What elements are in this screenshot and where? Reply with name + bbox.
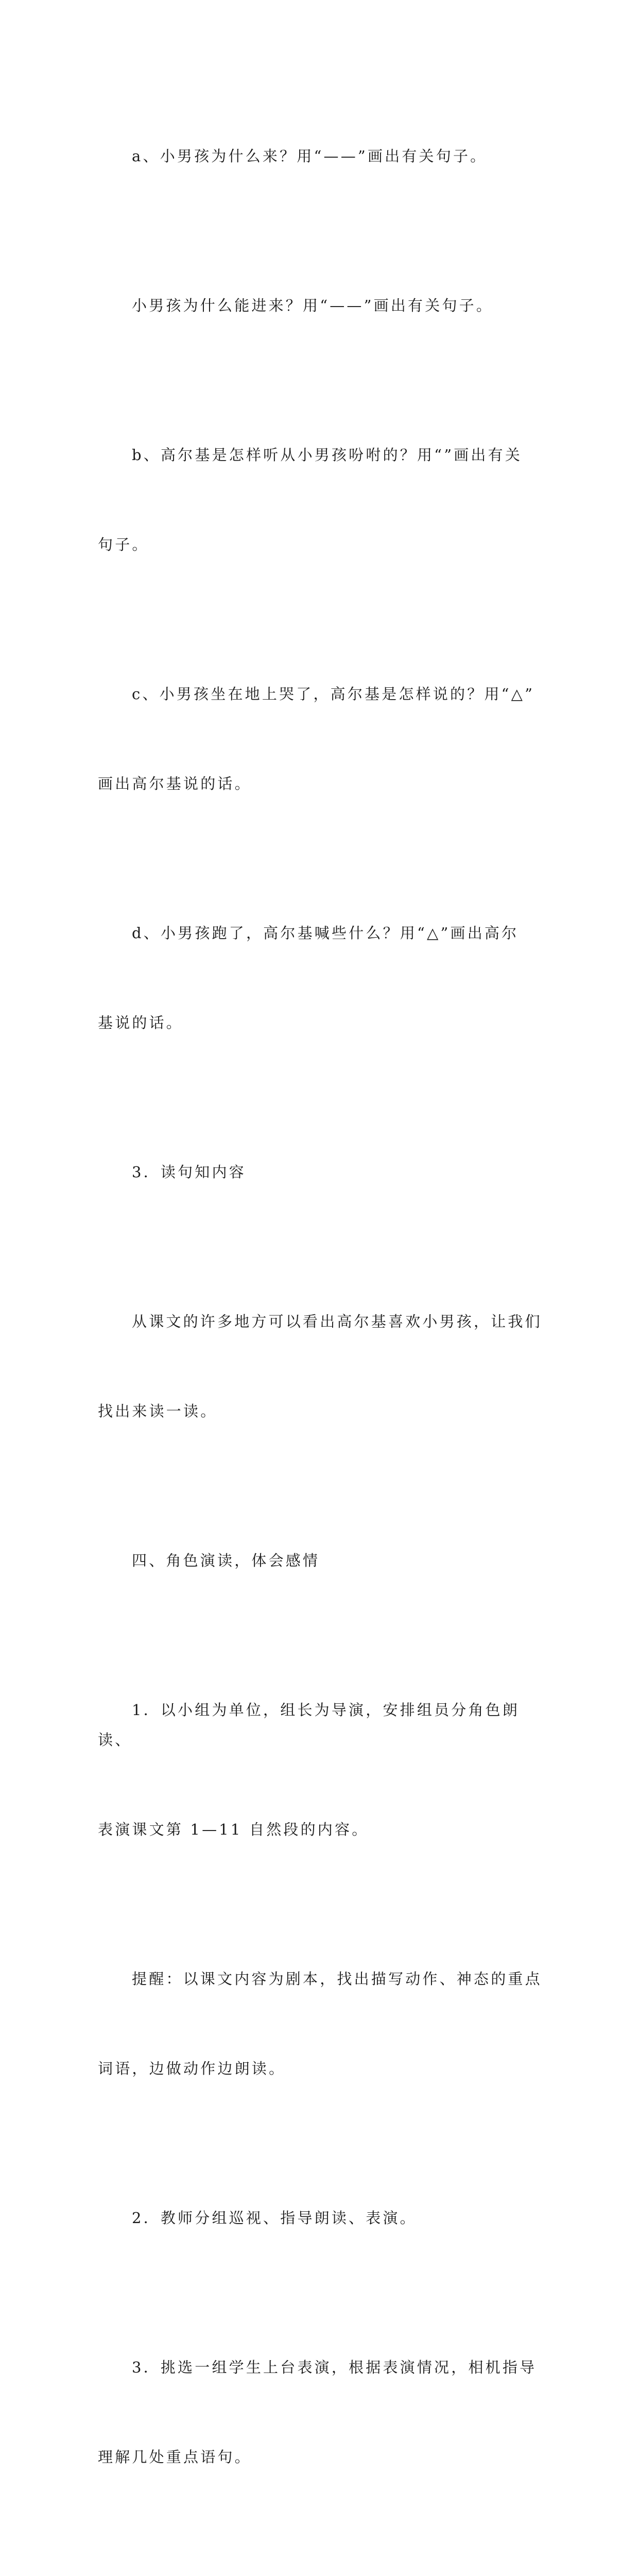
text-line: 找出来读一读。 <box>98 1402 218 1420</box>
text-line: 提醒：以课文内容为剧本，找出描写动作、神态的重点 <box>132 1970 542 1988</box>
text-line: b、高尔基是怎样听从小男孩吩咐的？用“”画出有关 <box>132 446 523 464</box>
text-line: 2．教师分组巡视、指导朗读、表演。 <box>132 2209 417 2227</box>
text-line: 3．挑选一组学生上台表演，根据表演情况，相机指导 <box>132 2359 537 2376</box>
paragraph <box>98 231 546 380</box>
section-heading <box>98 1486 546 1635</box>
text-line: 四、角色演读，体会感情 <box>132 1552 320 1569</box>
paragraph <box>98 2532 546 2576</box>
text-line: d、小男孩跑了，高尔基喊些什么？用“△”画出高尔 <box>132 924 519 942</box>
text-line: 理解几处重点语句。 <box>98 2448 252 2466</box>
paragraph <box>98 619 546 858</box>
paragraph <box>98 858 546 1097</box>
text-line: a、小男孩为什么来？用“——”画出有关句子。 <box>132 147 488 165</box>
paragraph <box>98 2293 546 2532</box>
paragraph <box>98 81 546 231</box>
text-line: 词语，边做动作边朗读。 <box>98 2060 286 2077</box>
paragraph <box>98 1247 546 1486</box>
text-line: 句子。 <box>98 536 149 553</box>
paragraph <box>98 2143 546 2293</box>
text-line: 3．读句知内容 <box>132 1163 246 1181</box>
paragraph <box>98 380 546 619</box>
text-line: 基说的话。 <box>98 1014 184 1031</box>
section-heading <box>98 1097 546 1247</box>
text-line: 从课文的许多地方可以看出高尔基喜欢小男孩，让我们 <box>132 1313 542 1330</box>
text-line: 画出高尔基说的话。 <box>98 775 252 792</box>
document-body <box>98 81 546 2576</box>
text-line: c、小男孩坐在地上哭了，高尔基是怎样说的？用“△” <box>132 685 535 703</box>
text-line: 1．以小组为单位，组长为导演，安排组员分角色朗读、 <box>98 1701 520 1749</box>
text-line: 小男孩为什么能进来？用“——”画出有关句子。 <box>132 297 494 314</box>
paragraph <box>98 1635 546 1904</box>
paragraph <box>98 1904 546 2143</box>
text-line: 表演课文第 1—11 自然段的内容。 <box>98 1821 369 1838</box>
